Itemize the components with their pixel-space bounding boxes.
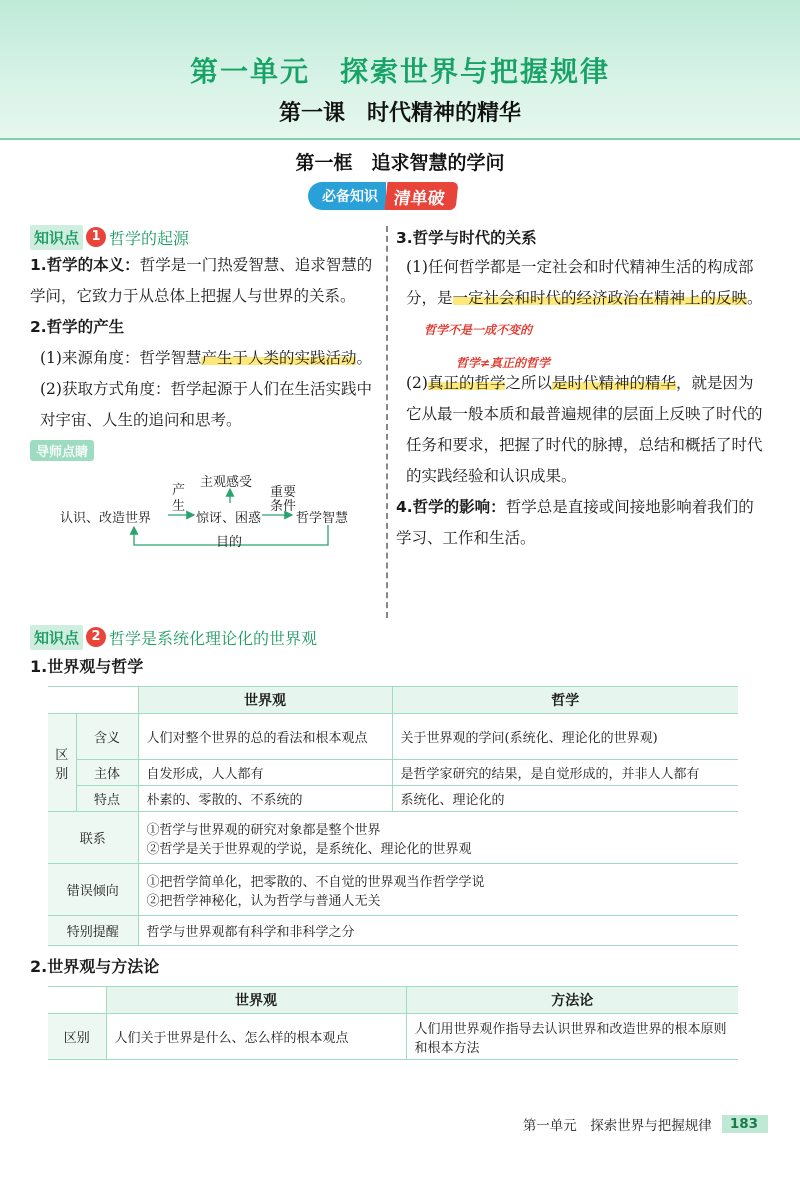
table-worldview-methodology bbox=[48, 986, 738, 1060]
annotation-not-static: 哲学不是一成不变的 bbox=[424, 323, 533, 337]
connection-1: ①哲学与世界观的研究对象都是整个世界 bbox=[146, 822, 381, 838]
item-2-sub-1-highlight: 产生于人类的实践活动 bbox=[201, 349, 357, 367]
lesson-title: 第一课 时代精神的精华 bbox=[278, 101, 521, 126]
row-label-feature: 特点 bbox=[76, 786, 138, 812]
cell-tip: 哲学与世界观都有科学和非科学之分 bbox=[138, 916, 738, 946]
table-header-row bbox=[48, 987, 738, 1014]
row-label-connection: 联系 bbox=[48, 812, 138, 864]
item-4 bbox=[396, 492, 768, 554]
header-worldview: 世界观 bbox=[138, 687, 392, 714]
table-row bbox=[48, 714, 738, 760]
header-methodology: 方法论 bbox=[406, 987, 738, 1014]
row-label-error: 错误倾向 bbox=[48, 864, 138, 916]
item-2-sub-1-pre: (1)来源角度：哲学智慧 bbox=[40, 349, 202, 367]
table-row bbox=[48, 916, 738, 946]
flow-diagram bbox=[30, 463, 378, 559]
header-worldview: 世界观 bbox=[106, 987, 406, 1014]
flow-label-produce-2: 生 bbox=[172, 499, 186, 514]
item-3-sub-2-highlight-1: 真正的哲学 bbox=[427, 374, 506, 392]
table-row bbox=[48, 812, 738, 864]
cell-feature-worldview: 朴素的、零散的、不系统的 bbox=[138, 786, 392, 812]
kp-number: 2 bbox=[86, 627, 106, 647]
unit-title: 第一单元 探索世界与把握规律 bbox=[189, 55, 610, 88]
knowledge-point-1-heading bbox=[30, 224, 378, 250]
running-title: 第一单元 探索世界与把握规律 bbox=[522, 1118, 712, 1134]
flow-node-practice: 认识、改造世界 bbox=[60, 511, 152, 526]
annotation-true-philosophy: 哲学≠真正的哲学 bbox=[456, 356, 551, 370]
item-4-label: 4.哲学的影响： bbox=[396, 498, 506, 516]
kp-tag: 知识点 bbox=[30, 225, 83, 250]
subheading-worldview-philosophy: 1.世界观与哲学 bbox=[30, 657, 144, 676]
item-3-sub-1 bbox=[396, 252, 768, 346]
cell-error bbox=[138, 864, 738, 916]
item-1-label: 1.哲学的本义： bbox=[30, 256, 140, 274]
item-3-sub-1-post: 。 bbox=[747, 289, 763, 307]
cell-subject-philosophy: 是哲学家研究的结果，是自觉形成的，并非人人都有 bbox=[392, 760, 738, 786]
item-1-text: 哲学是一门热爱智慧、追求智慧的学问，它致力于从总体上把握人与世界的关系。 bbox=[30, 256, 373, 305]
item-2-sub-1 bbox=[30, 343, 378, 374]
cell-connection bbox=[138, 812, 738, 864]
row-label-subject: 主体 bbox=[76, 760, 138, 786]
item-2-label: 2.哲学的产生 bbox=[30, 318, 125, 336]
section-badge bbox=[308, 182, 457, 210]
item-3-sub-2-highlight-2: 是时代精神的精华 bbox=[552, 374, 677, 392]
error-2: ②把哲学神秘化，认为哲学与普通人无关 bbox=[146, 893, 381, 909]
row-label-difference: 区别 bbox=[48, 1014, 106, 1060]
flow-node-wisdom: 哲学智慧 bbox=[296, 511, 349, 526]
table-header-row bbox=[48, 687, 738, 714]
flow-label-purpose: 目的 bbox=[216, 535, 243, 550]
table-row bbox=[48, 864, 738, 916]
table-row bbox=[48, 760, 738, 786]
cell-subject-worldview: 自发形成，人人都有 bbox=[138, 760, 392, 786]
item-3-label: 3.哲学与时代的关系 bbox=[396, 229, 537, 247]
knowledge-point-2-heading bbox=[30, 624, 770, 650]
column-divider bbox=[386, 226, 388, 618]
table-worldview-philosophy bbox=[48, 686, 738, 946]
item-3-sub-1-highlight: 一定社会和时代的经济政治在精神上的反映 bbox=[452, 289, 748, 307]
kp-number: 1 bbox=[86, 227, 106, 247]
knowledge-point-2 bbox=[30, 624, 770, 1060]
tutor-tip-tag: 导师点睛 bbox=[30, 440, 94, 461]
flow-label-subjective: 主观感受 bbox=[200, 475, 253, 490]
header-philosophy: 哲学 bbox=[392, 687, 738, 714]
row-group-difference: 区别 bbox=[48, 714, 76, 812]
kp-tag: 知识点 bbox=[30, 625, 83, 650]
cell-difference-worldview: 人们关于世界是什么、怎么样的根本观点 bbox=[106, 1014, 406, 1060]
flow-label-important: 重要 bbox=[270, 485, 297, 500]
item-3-sub-2-post: ，就是因为它从最一般本质和最普遍规律的层面上反映了时代的任务和要求，把握了时代的脉搏，总结和概括了时代的实践经验和认识成果。 bbox=[406, 374, 763, 485]
frame-title: 第一框 追求智慧的学问 bbox=[295, 152, 505, 174]
flow-label-produce-1: 产 bbox=[172, 483, 186, 498]
left-column bbox=[30, 224, 378, 559]
item-4-text: 哲学总是直接或间接地影响着我们的学习、工作和生活。 bbox=[396, 498, 754, 547]
item-1 bbox=[30, 250, 378, 312]
page-number: 183 bbox=[722, 1115, 768, 1133]
flow-node-wonder: 惊讶、困惑 bbox=[196, 511, 262, 526]
item-3-sub-2-pre: (2) bbox=[406, 374, 428, 392]
cell-meaning-philosophy: 关于世界观的学问(系统化、理论化的世界观) bbox=[392, 714, 738, 760]
badge-right: 清单破 bbox=[385, 182, 459, 210]
item-2-sub-2: (2)获取方式角度：哲学起源于人们在生活实践中对宇宙、人生的追问和思考。 bbox=[40, 380, 372, 429]
item-3-sub-2-mid: 之所以 bbox=[505, 374, 552, 392]
item-3-sub-2 bbox=[396, 368, 768, 492]
item-3-sub-1-pre: (1)任何哲学都是一定社会和时代精神生活的构成部分，是 bbox=[406, 258, 754, 307]
annotation-row bbox=[396, 346, 768, 368]
right-column bbox=[396, 224, 768, 554]
subheading-worldview-methodology: 2.世界观与方法论 bbox=[30, 957, 160, 976]
cell-meaning-worldview: 人们对整个世界的总的看法和根本观点 bbox=[138, 714, 392, 760]
row-label-tip: 特别提醒 bbox=[48, 916, 138, 946]
badge-left: 必备知识 bbox=[308, 182, 386, 210]
kp-title: 哲学是系统化理论化的世界观 bbox=[109, 628, 318, 648]
table-row bbox=[48, 1014, 738, 1060]
kp-title: 哲学的起源 bbox=[109, 228, 190, 248]
table-row bbox=[48, 786, 738, 812]
cell-feature-philosophy: 系统化、理论化的 bbox=[392, 786, 738, 812]
item-2-sub-1-post: 。 bbox=[356, 349, 372, 367]
flow-label-condition: 条件 bbox=[270, 499, 297, 514]
connection-2: ②哲学是关于世界观的学说，是系统化、理论化的世界观 bbox=[146, 841, 472, 857]
error-1: ①把哲学简单化，把零散的、不自觉的世界观当作哲学学说 bbox=[146, 874, 485, 890]
row-label-meaning: 含义 bbox=[76, 714, 138, 760]
cell-difference-methodology: 人们用世界观作指导去认识世界和改造世界的根本原则和根本方法 bbox=[406, 1014, 738, 1060]
page-footer bbox=[523, 1114, 768, 1134]
